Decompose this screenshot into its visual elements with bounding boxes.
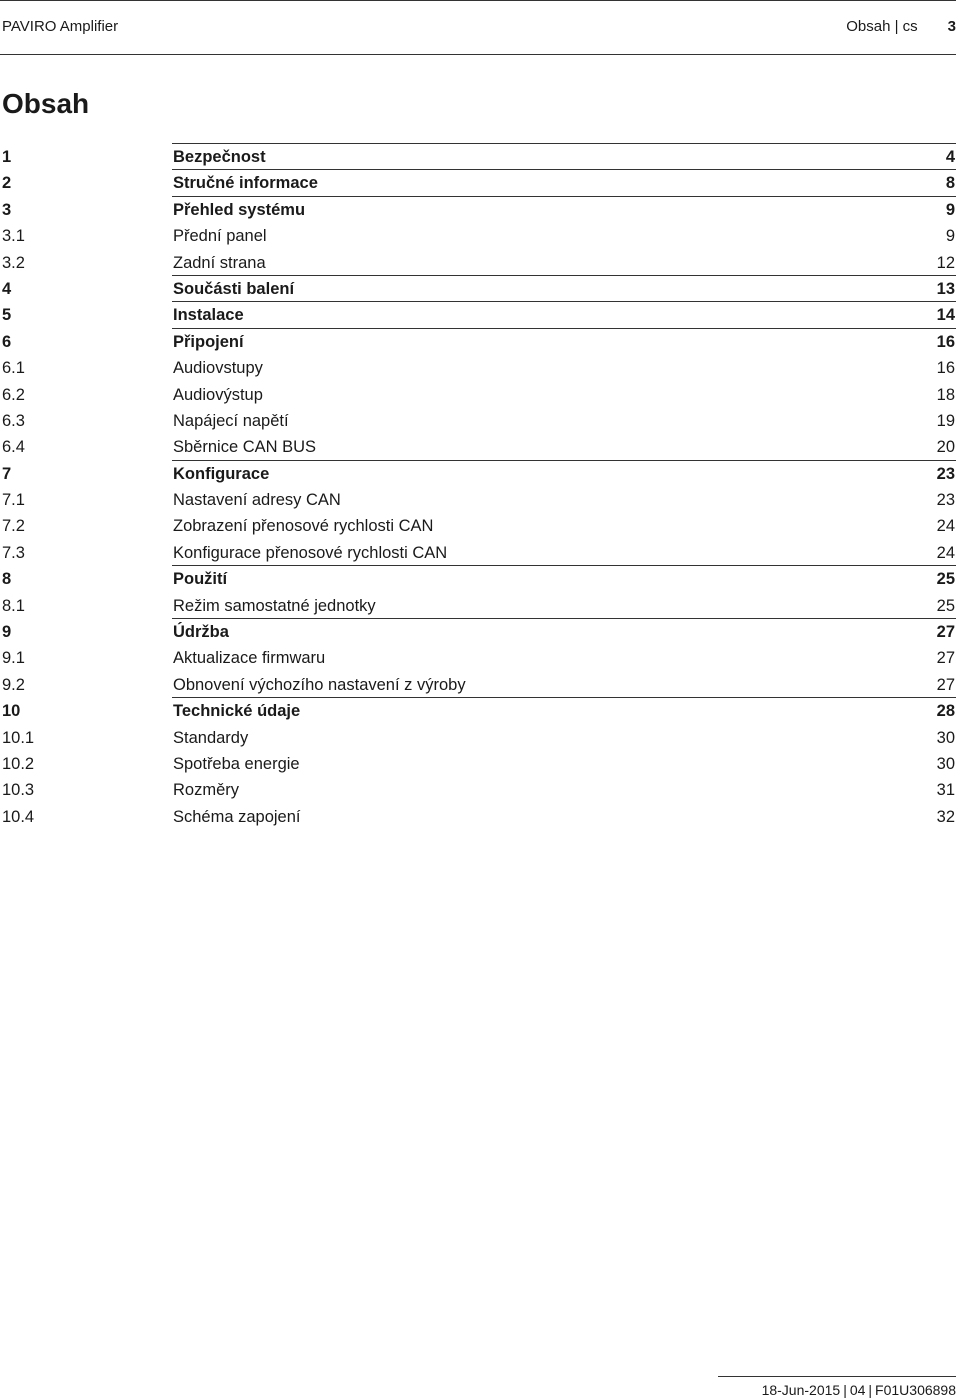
toc-entry-title[interactable]: Údržba	[173, 623, 229, 642]
toc-entry-title[interactable]: Rozměry	[173, 781, 240, 800]
toc-chapter-entry[interactable]	[0, 143, 956, 169]
toc-entry-title[interactable]: Režim samostatné jednotky	[173, 596, 376, 615]
toc-chapter-entry[interactable]	[0, 565, 956, 591]
toc-entry-number: 4	[2, 279, 12, 298]
footer-version: 04	[849, 1382, 866, 1398]
toc-section-entry[interactable]	[0, 222, 956, 248]
toc-section-entry[interactable]	[0, 592, 956, 618]
toc-entry-number: 10.1	[2, 728, 35, 747]
header-page-number: 3	[947, 18, 956, 35]
toc-entry-number: 6.3	[2, 411, 25, 430]
toc-section-entry[interactable]	[0, 724, 956, 750]
toc-entry-number: 8	[2, 570, 12, 589]
page-title: Obsah	[2, 88, 90, 119]
toc-section-entry[interactable]	[0, 381, 956, 407]
footer-separator: |	[868, 1382, 873, 1398]
toc-entry-number: 6	[2, 332, 12, 351]
toc-section-entry[interactable]	[0, 671, 956, 697]
toc-entry-number: 6.2	[2, 385, 25, 404]
toc-entry-page: 4	[945, 148, 955, 166]
toc-section-entry[interactable]	[0, 539, 956, 565]
toc-entry-number: 3.2	[2, 253, 25, 272]
toc-entry-number: 6.1	[2, 359, 25, 378]
header-top-rule	[0, 0, 956, 1]
toc-entry-title[interactable]: Schéma zapojení	[173, 807, 301, 826]
toc-entry-page: 18	[936, 385, 955, 404]
toc-chapter-entry[interactable]	[0, 169, 956, 195]
toc-entry-number: 9	[2, 623, 12, 642]
toc-chapter-entry[interactable]	[0, 328, 956, 354]
toc-entry-title[interactable]: Instalace	[173, 306, 244, 325]
toc-entry-number: 3	[2, 200, 12, 219]
toc-entry-number: 9.1	[2, 649, 25, 668]
toc-section-entry[interactable]	[0, 407, 956, 433]
toc-chapter-entry[interactable]	[0, 196, 956, 222]
toc-entry-page: 25	[936, 570, 955, 589]
footer-rule	[718, 1376, 956, 1377]
toc-entry-title[interactable]: Zobrazení přenosové rychlosti CAN	[173, 517, 434, 536]
toc-chapter-entry[interactable]	[0, 460, 956, 486]
toc-entry-title[interactable]: Přehled systému	[173, 200, 306, 219]
toc-entry-number: 7.1	[2, 491, 25, 510]
toc-entry-number: 3.1	[2, 227, 25, 246]
toc-section-entry[interactable]	[0, 644, 956, 670]
toc-entry-title[interactable]: Použití	[173, 570, 228, 589]
toc-entry-title[interactable]: Sběrnice CAN BUS	[173, 438, 317, 457]
toc-entry-page: 13	[936, 279, 955, 298]
toc-entry-page: 24	[936, 543, 955, 562]
toc-section-entry[interactable]	[0, 354, 956, 380]
toc-section-entry[interactable]	[0, 512, 956, 538]
toc-entry-page: 19	[936, 411, 955, 430]
toc-entry-title[interactable]: Audiovýstup	[173, 385, 263, 404]
toc-section-entry[interactable]	[0, 433, 956, 459]
toc-entry-number: 7.3	[2, 543, 25, 562]
toc-entry-title[interactable]: Obnovení výchozího nastavení z výroby	[173, 675, 466, 694]
toc-entry-title[interactable]: Aktualizace firmwaru	[173, 649, 326, 668]
toc-entry-number: 10.2	[2, 754, 35, 773]
toc-section-entry[interactable]	[0, 803, 956, 829]
toc-entry-title[interactable]: Standardy	[173, 728, 249, 747]
toc-section-entry[interactable]	[0, 249, 956, 275]
toc-entry-page: 16	[936, 332, 955, 351]
toc-entry-page: 20	[936, 438, 955, 457]
toc-entry-number: 1	[2, 148, 12, 166]
toc-entry-number: 6.4	[2, 438, 25, 457]
toc-entry-page: 14	[936, 306, 955, 325]
toc-entry-title[interactable]: Konfigurace přenosové rychlosti CAN	[173, 543, 448, 562]
toc-entry-page: 30	[936, 754, 955, 773]
toc-entry-title[interactable]: Bezpečnost	[173, 148, 266, 166]
toc-entry-number: 7	[2, 464, 12, 483]
toc-entry-page: 16	[936, 359, 955, 378]
toc-entry-title[interactable]: Přední panel	[173, 227, 267, 246]
toc-entry-title[interactable]: Součásti balení	[173, 279, 295, 298]
footer-date: 18-Jun-2015	[761, 1382, 841, 1398]
toc-entry-page: 30	[936, 728, 955, 747]
toc-chapter-entry[interactable]	[0, 697, 956, 723]
toc-entry-number: 10.4	[2, 807, 35, 826]
toc-entry-title[interactable]: Stručné informace	[173, 174, 318, 193]
toc-entry-title[interactable]: Konfigurace	[173, 464, 270, 483]
toc-entry-page: 12	[936, 253, 955, 272]
page-footer	[762, 1382, 956, 1398]
toc-entry-number: 9.2	[2, 675, 25, 694]
footer-doc-id: F01U306898	[875, 1382, 956, 1398]
toc-entry-number: 5	[2, 306, 12, 325]
toc-section-entry[interactable]	[0, 486, 956, 512]
toc-entry-page: 27	[936, 623, 955, 642]
header-product-name: PAVIRO Amplifier	[2, 18, 119, 35]
toc-entry-page: 24	[936, 517, 955, 536]
header-section-label: Obsah | cs	[846, 18, 918, 35]
toc-entry-page: 27	[936, 675, 955, 694]
toc-chapter-entry[interactable]	[0, 618, 956, 644]
toc-entry-title[interactable]: Napájecí napětí	[173, 411, 289, 430]
page-header	[2, 18, 956, 38]
toc-entry-page: 9	[945, 227, 955, 246]
toc-entry-page: 23	[936, 464, 955, 483]
toc-entry-page: 27	[936, 649, 955, 668]
toc-entry-title[interactable]: Technické údaje	[173, 702, 301, 721]
footer-separator: |	[843, 1382, 847, 1398]
toc-entry-page: 23	[936, 491, 955, 510]
header-bottom-rule	[0, 54, 956, 55]
toc-entry-page: 25	[936, 596, 955, 615]
toc-section-entry[interactable]	[0, 776, 956, 802]
toc-chapter-entry[interactable]	[0, 275, 956, 301]
toc-entry-number: 10.3	[2, 781, 35, 800]
toc-entry-number: 2	[2, 174, 12, 193]
toc-entry-number: 7.2	[2, 517, 25, 536]
toc-chapter-entry[interactable]	[0, 301, 956, 327]
toc-entry-page: 32	[936, 807, 955, 826]
toc-entry-page: 31	[936, 781, 955, 800]
toc-section-entry[interactable]	[0, 750, 956, 776]
table-of-contents	[0, 143, 956, 829]
toc-entry-title[interactable]: Nastavení adresy CAN	[173, 491, 341, 510]
toc-entry-title[interactable]: Zadní strana	[173, 253, 266, 272]
toc-entry-title[interactable]: Připojení	[173, 332, 244, 351]
toc-entry-number: 10	[2, 702, 21, 721]
toc-entry-page: 8	[945, 174, 955, 193]
toc-entry-page: 9	[945, 200, 955, 219]
toc-entry-title[interactable]: Audiovstupy	[173, 359, 263, 378]
toc-entry-title[interactable]: Spotřeba energie	[173, 754, 300, 773]
toc-entry-page: 28	[936, 702, 955, 721]
toc-entry-number: 8.1	[2, 596, 25, 615]
header-right	[846, 18, 956, 35]
